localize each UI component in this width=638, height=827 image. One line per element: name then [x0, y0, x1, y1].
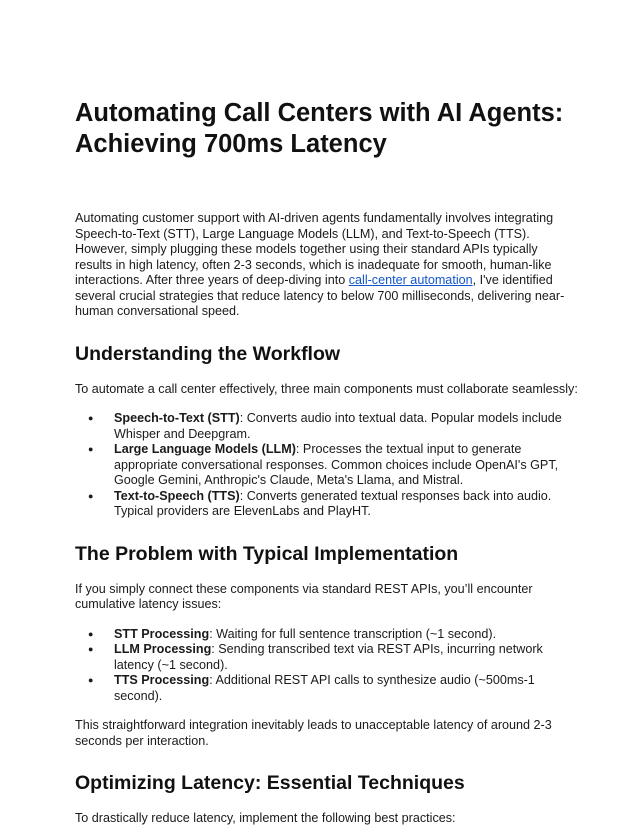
list-item: ● TTS Processing: Additional REST API calls to synthesize audio (~500ms-1 second). — [112, 673, 578, 704]
list-item: ● Text-to-Speech (TTS): Converts generated textual responses back into audio. Typical providers are ElevenLabs and PlayHT. — [112, 489, 578, 520]
problem-list — [75, 627, 578, 705]
list-item: ● LLM Processing: Sending transcribed text via REST APIs, incurring network latency (~1 second). — [112, 642, 578, 673]
problem-conclusion: This straightforward integration inevitably leads to unacceptable latency of around 2-3 seconds per interaction. — [75, 718, 552, 748]
problem-paragraph: If you simply connect these components via standard REST APIs, you’ll encounter cumulative latency issues: — [75, 581, 533, 611]
call-center-automation-link[interactable]: call-center automation — [348, 273, 473, 287]
section-heading-workflow: Understanding the Workflow — [75, 342, 341, 365]
optimizing-paragraph: To drastically reduce latency, implement the following best practices: — [75, 811, 456, 825]
section-heading-problem: The Problem with Typical Implementation — [75, 542, 459, 565]
title-line-2: Achieving 700ms Latency — [75, 130, 387, 158]
workflow-paragraph: To automate a call center effectively, three main components must collaborate seamlessly: — [75, 381, 578, 396]
title-line-1: Automating Call Centers with AI Agents: — [75, 99, 564, 127]
list-item: ● Large Language Models (LLM): Processes the textual input to generate appropriate conversational responses. Common choices include OpenAI's GPT, Google Gemini, Anthropic's Claude, Meta's Llama, and Mistral. — [112, 442, 578, 489]
page-title — [75, 98, 578, 160]
workflow-list — [75, 411, 578, 520]
list-item: ● STT Processing: Waiting for full sentence transcription (~1 second). — [112, 627, 578, 643]
list-item: ● Speech-to-Text (STT): Converts audio into textual data. Popular models include Whisper and Deepgram. — [112, 411, 578, 442]
intro-paragraph: Automating customer support with AI-driven agents fundamentally involves integrating Speech-to-Text (STT), Large Language Models (LLM), and Text-to-Speech (TTS). However, simply plugging these models together using their standard APIs typically results in high latency, often 2-3 seconds, which is inadequate for smooth, human-like interactions. After three years of deep-diving into call-center automation, I've identified several crucial strategies that reduce latency to below 700 milliseconds, delivering near-human conversational speed. — [75, 211, 565, 318]
section-heading-optimizing: Optimizing Latency: Essential Techniques — [75, 772, 465, 794]
